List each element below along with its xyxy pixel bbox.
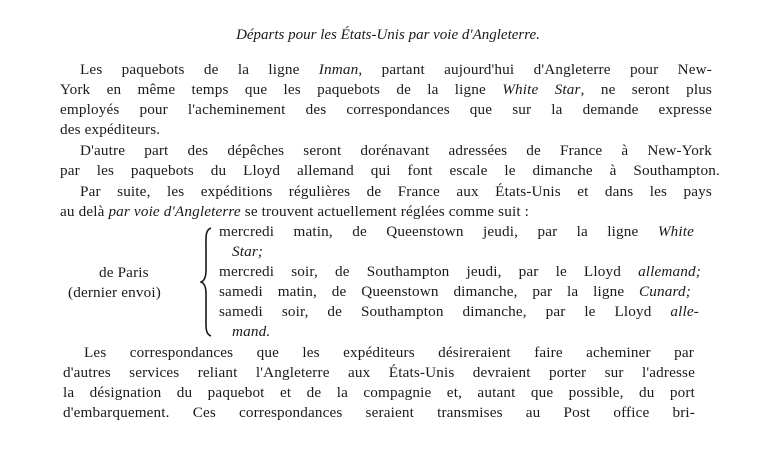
paragraph1-line1 — [80, 60, 712, 80]
paragraph2-line2: par les paquebots du Lloyd allemand qui font escale le dimanche à Southampton. — [60, 162, 720, 179]
schedule-entry-2 — [219, 262, 701, 282]
p1-white-star: White Star — [502, 81, 581, 98]
schedule-line-name: White — [657, 223, 694, 240]
schedule-origin-note: (dernier envoi) — [68, 284, 161, 301]
p1-text: , partant aujourd'hui d'Angleterre pour New- — [358, 61, 713, 78]
schedule-line-name: alle- — [670, 303, 699, 320]
schedule-text: mercredi soir, de Southampton jeudi, par le Lloyd — [219, 263, 639, 280]
schedule-entry-1-cont — [232, 242, 263, 262]
p3-text: au delà — [60, 203, 109, 220]
p1-text: York en même temps que les paquebots de la ligne — [60, 81, 503, 98]
schedule-line-name: Cunard; — [639, 283, 691, 300]
paragraph1-line3: employés pour l'acheminement des correspondances que sur la demande expresse — [60, 101, 712, 118]
paragraph3-line2 — [60, 202, 529, 222]
p3-text: se trouvent actuellement réglées comme suit : — [240, 203, 530, 220]
paragraph1-line4: des expéditeurs. — [60, 121, 161, 138]
schedule-origin: de Paris — [99, 264, 149, 281]
paragraph4-line3: la désignation du paquebot et de la compagnie et, autant que possible, du port — [63, 384, 695, 401]
p3-voie-angleterre: par voie d'Angleterre — [108, 203, 241, 220]
schedule-line-name: mand. — [232, 323, 271, 340]
schedule-entry-1 — [219, 222, 694, 242]
paragraph1-line2 — [60, 80, 712, 100]
paragraph4-line2: d'autres services reliant l'Angleterre aux États-Unis devraient porter sur l'adresse — [63, 364, 695, 381]
schedule-entry-4-cont — [232, 322, 270, 342]
schedule-line-name: allemand; — [638, 263, 701, 280]
paragraph4-line1: Les correspondances que les expéditeurs désireraient faire acheminer par — [84, 344, 694, 361]
paragraph4-line4: d'embarquement. Ces correspondances seraient transmises au Post office bri- — [63, 404, 695, 421]
page-title: Départs pour les États-Unis par voie d'Angleterre. — [236, 27, 540, 43]
schedule-text: mercredi matin, de Queenstown jeudi, par la ligne — [219, 223, 658, 240]
paragraph3-line1: Par suite, les expéditions régulières de France aux États-Unis et dans les pays — [80, 183, 712, 200]
schedule-entry-3 — [219, 282, 691, 302]
paragraph2-line1: D'autre part des dépêches seront dorénavant adressées de France à New-York — [80, 142, 712, 159]
schedule-text: samedi matin, de Queenstown dimanche, par la ligne — [219, 283, 640, 300]
p1-text: , ne seront plus — [580, 81, 712, 98]
schedule-text: samedi soir, de Southampton dimanche, par le Lloyd — [219, 303, 671, 320]
curly-brace-icon — [200, 226, 214, 338]
schedule-line-name: Star; — [232, 243, 264, 260]
p1-text: Les paquebots de la ligne — [80, 61, 319, 78]
p1-inman: Inman — [318, 61, 359, 78]
schedule-entry-4 — [219, 302, 699, 322]
